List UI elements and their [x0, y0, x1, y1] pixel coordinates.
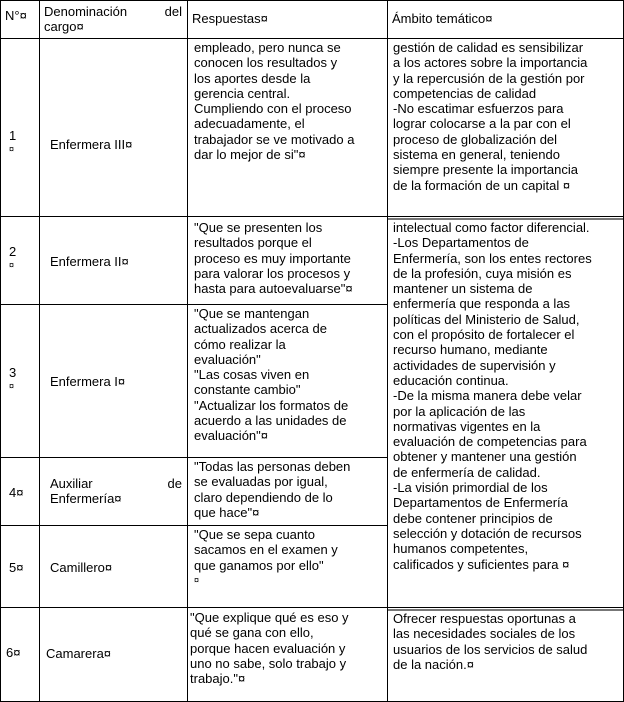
- ambito-line: -Los Departamentos de: [393, 235, 529, 251]
- ambito-block-2: [393, 220, 621, 572]
- row-3-cargo: Enfermera I¤: [50, 374, 126, 389]
- row-6-respuestas: [190, 610, 382, 686]
- row-3-number-value: 3: [9, 365, 17, 380]
- ambito-line: Departamentos de Enfermería: [393, 495, 568, 511]
- row-3-number: [9, 365, 16, 392]
- row-1-number: [9, 128, 16, 155]
- ambito-line: mantener un sistema de: [393, 281, 533, 297]
- header-respuestas: Respuestas¤: [192, 11, 268, 26]
- ambito-line: siempre presente la importancia: [393, 162, 578, 178]
- ambito-line: evaluación de competencias para: [393, 434, 587, 450]
- row-4-resp-line: que hace"¤: [194, 504, 260, 520]
- ambito-line: por la aplicación de las: [393, 403, 526, 419]
- ambito-block-1: [393, 40, 621, 193]
- row-2-resp-line: hasta para autoevaluarse"¤: [194, 281, 353, 297]
- row-1-resp-line: trabajador se ve motivado a: [194, 131, 355, 147]
- row-4-resp-line: "Todas las personas deben: [194, 459, 351, 474]
- ambito-line: de la profesión, cuya misión es: [393, 265, 572, 281]
- row-2-number-mark: ¤: [9, 260, 15, 270]
- row-2-number: [9, 244, 16, 271]
- row-1-resp-line: los aportes desde la: [194, 70, 311, 86]
- ambito-line: Enfermería, son los entes rectores: [393, 250, 592, 266]
- row-5-cargo: Camillero¤: [50, 560, 113, 575]
- ambito-line: a los actores sobre la importancia: [393, 55, 588, 71]
- row-2-respuestas: [194, 220, 382, 296]
- row-5-resp-line: que ganamos por ello": [194, 557, 324, 573]
- ambito-line: humanos competentes,: [393, 541, 529, 557]
- row-4-resp-line: claro dependiendo de lo: [194, 489, 333, 505]
- row-3-resp-line: cómo realizar la: [194, 336, 286, 352]
- row-4-respuestas: [194, 459, 382, 520]
- ambito-line: normativas vigentes en la: [393, 418, 541, 434]
- header-denominacion: [44, 4, 182, 34]
- row-4-cargo-line1: Auxiliar de: [50, 476, 182, 491]
- ambito-line: -No escatimar esfuerzos para: [393, 101, 564, 117]
- header-denominacion-line1: Denominación del: [44, 4, 182, 19]
- row-1-number-mark: ¤: [9, 144, 15, 154]
- ambito-line: con el propósito de fortalecer el: [393, 327, 575, 343]
- row-2-resp-line: para valorar los procesos y: [194, 265, 351, 281]
- row-5-resp-line: ¤: [194, 574, 200, 585]
- row-4-cargo-line2: Enfermería¤: [50, 491, 122, 506]
- row-4-resp-line: se evaluadas por igual,: [194, 474, 328, 490]
- ambito-line: debe contener principios de: [393, 510, 553, 526]
- ambito-line: proceso de globalización del: [393, 131, 558, 147]
- ambito-line: obtener y mantener una gestión: [393, 449, 577, 465]
- row-1-resp-line: Cumpliendo con el proceso: [194, 101, 352, 117]
- row-1-resp-line: adecuadamente, el: [194, 116, 305, 132]
- ambito-line: actividades de supervisión y: [393, 357, 556, 373]
- row-2-resp-line: proceso es muy importante: [194, 250, 351, 266]
- ambito-line: -De la misma manera debe velar: [393, 388, 582, 404]
- row-3-resp-line: acuerdo a las unidades de: [194, 413, 347, 429]
- ambito-line: políticas del Ministerio de Salud,: [393, 311, 580, 327]
- row-1-number-value: 1: [9, 128, 17, 143]
- row-6-resp-line: uno no sabe, solo trabajo y: [190, 655, 347, 671]
- ambito-line: las necesidades sociales de los: [393, 626, 576, 642]
- row-3-resp-line: "Actualizar los formatos de: [194, 397, 349, 413]
- ambito-block-3: [393, 611, 621, 672]
- ambito-line: lograr colocarse a la par con el: [393, 116, 571, 132]
- row-3-respuestas: [194, 306, 382, 444]
- header-ambito: Ámbito temático¤: [392, 11, 493, 26]
- ambito-line: de enfermería de calidad.: [393, 464, 541, 480]
- row-2-resp-line: resultados porque el: [194, 235, 312, 251]
- row-1-resp-line: dar lo mejor de si"¤: [194, 147, 306, 163]
- row-6-cargo: Camarera¤: [46, 646, 112, 661]
- ambito-line: intelectual como factor diferencial.: [393, 220, 590, 235]
- ambito-line: recurso humano, mediante: [393, 342, 548, 358]
- row-6-resp-line: trabajo."¤: [190, 671, 246, 687]
- row-3-resp-line: evaluación"¤: [194, 428, 269, 444]
- row-2-number-value: 2: [9, 244, 17, 259]
- row-6-resp-line: porque hacen evaluación y: [190, 640, 346, 656]
- row-1-resp-line: empleado, pero nunca se: [194, 40, 341, 55]
- row-6-resp-line: qué se gana con ello,: [190, 625, 314, 641]
- row-1-resp-line: conocen los resultados y: [194, 55, 338, 71]
- row-6-resp-line: "Que explique qué es eso y: [190, 610, 349, 625]
- header-number: N°¤: [5, 8, 27, 23]
- ambito-line: calificados y suficientes para ¤: [393, 556, 570, 572]
- row-1-respuestas: [194, 40, 382, 162]
- row-3-resp-line: constante cambio": [194, 382, 301, 398]
- ambito-line: y la repercusión de la gestión por: [393, 70, 585, 86]
- ambito-line: de la nación.¤: [393, 656, 474, 672]
- row-6-number: 6¤: [6, 645, 21, 660]
- row-4-cargo: [50, 476, 182, 506]
- ambito-line: gestión de calidad es sensibilizar: [393, 40, 584, 55]
- row-1-cargo: Enfermera III¤: [50, 137, 133, 152]
- row-2-resp-line: "Que se presenten los: [194, 220, 323, 235]
- ambito-line: usuarios de los servicios de salud: [393, 641, 588, 657]
- header-denominacion-line2: cargo¤: [44, 19, 84, 34]
- ambito-line: Ofrecer respuestas oportunas a: [393, 611, 576, 626]
- row-4-number: 4¤: [9, 485, 24, 500]
- ambito-line: enfermería que responda a las: [393, 296, 571, 312]
- row-3-resp-line: "Que se mantengan: [194, 306, 310, 321]
- row-5-resp-line: "Que se sepa cuanto: [194, 527, 315, 542]
- ambito-line: competencias de calidad: [393, 85, 537, 101]
- ambito-line: educación continua.: [393, 372, 509, 388]
- row-2-cargo: Enfermera II¤: [50, 254, 129, 269]
- ambito-line: -La visión primordial de los: [393, 480, 548, 496]
- row-5-respuestas: [194, 527, 382, 588]
- row-3-resp-line: evaluación": [194, 351, 261, 367]
- row-5-resp-line: sacamos en el examen y: [194, 542, 338, 558]
- row-5-number: 5¤: [9, 560, 24, 575]
- row-3-number-mark: ¤: [9, 381, 15, 391]
- row-3-resp-line: actualizados acerca de: [194, 321, 327, 337]
- ambito-line: selección y dotación de recursos: [393, 525, 582, 541]
- ambito-line: sistema en general, teniendo: [393, 147, 560, 163]
- row-1-resp-line: gerencia central.: [194, 85, 291, 101]
- ambito-line: de la formación de un capital ¤: [393, 177, 571, 193]
- row-3-resp-line: "Las cosas viven en: [194, 367, 310, 383]
